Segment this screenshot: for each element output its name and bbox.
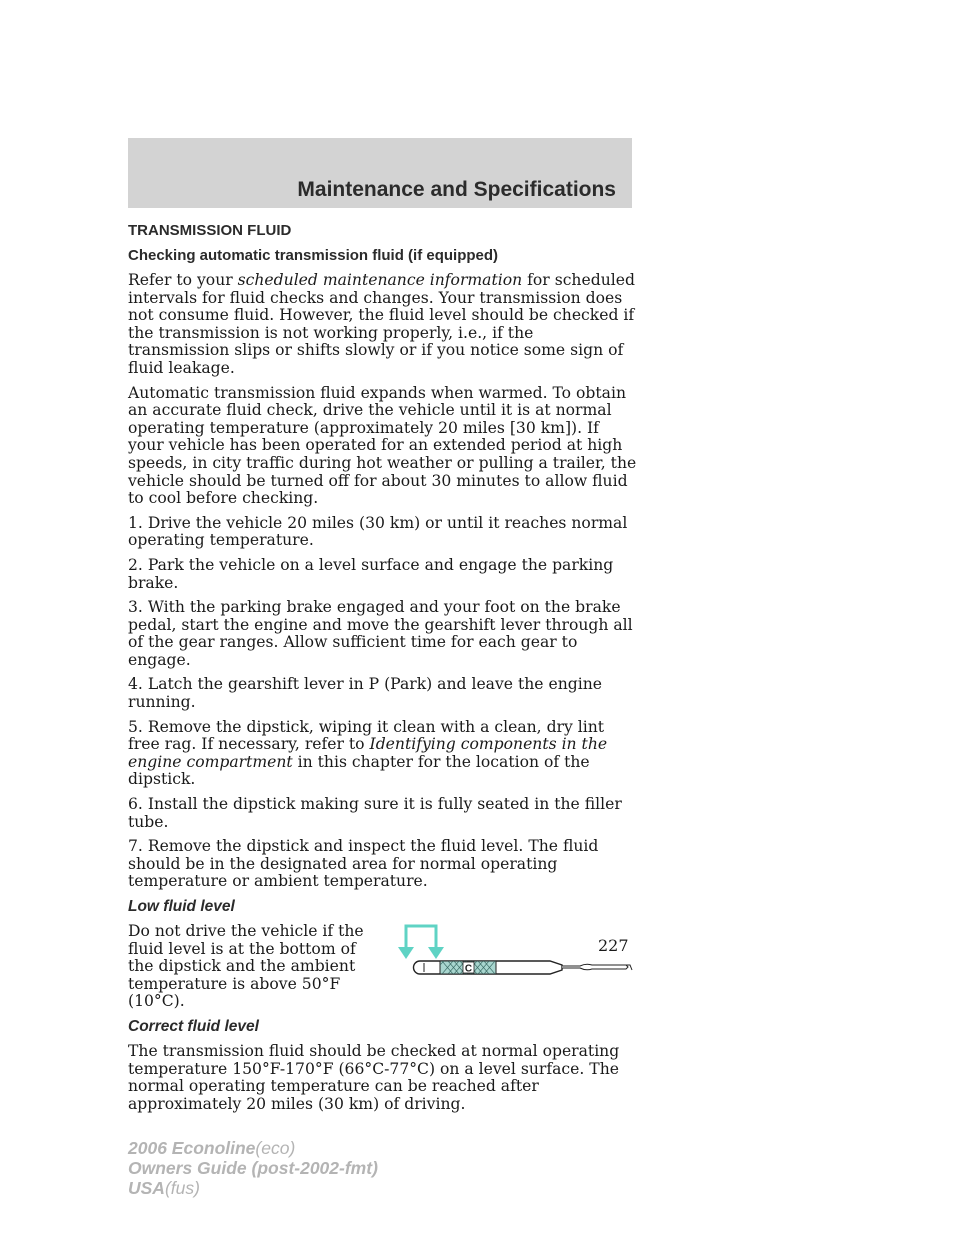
footer-line-2: Owners Guide (post-2002-fmt) [128,1158,378,1178]
footer-market-code: (fus) [164,1178,200,1198]
arrow-left-icon [398,947,414,959]
arrow-right-icon [428,947,444,959]
step-4: 4. Latch the gearshift lever in P (Park) and leave the engine running. [128,675,602,712]
paragraph-refer [128,272,638,378]
footer-market: USA [128,1178,165,1198]
dipstick-diagram [390,921,638,991]
paragraph-refer-post: for scheduled intervals for fluid checks and changes. Your transmission does not consume fluid. However, the fluid level should be checked if the transmission is not working properly, i.e., if the transmission slips or shifts slowly or if you notice some sign of fluid leakage. [128,271,635,377]
footer-line-3 [128,1178,378,1198]
footer [128,1138,378,1198]
subheading-checking-fluid: Checking automatic transmission fluid (if equipped) [128,247,499,264]
reference-scheduled-maintenance: scheduled maintenance information [237,271,523,289]
reference-identifying-components: Identifying components in the engine compartment [128,735,608,771]
heading-transmission-fluid: TRANSMISSION FLUID [128,222,292,239]
step-5 [128,719,638,789]
correct-fluid-text: The transmission fluid should be checked at normal operating temperature 150°F-170°F (66°C-77°C) on a level surface. The normal operating temperature can be reached after approximately 20 miles (30 km) of driving. [128,1041,620,1113]
step-1: 1. Drive the vehicle 20 miles (30 km) or until it reaches normal operating temperature. [128,513,628,550]
paragraph-fluid-expands: Automatic transmission fluid expands when warmed. To obtain an accurate fluid check, drive the vehicle until it is at normal operating temperature (approximately 20 miles [30 km]). If your vehicle has been operated for an extended period at high speeds, in city traffic during hot weather or pulling a trailer, the vehicle should be turned off for about 30 minutes to allow fluid to cool before checking. [128,383,637,508]
footer-model: 2006 Econoline [128,1138,256,1158]
step-2: 2. Park the vehicle on a level surface and engage the parking brake. [128,555,614,592]
low-fluid-section [128,923,638,1018]
section-title: Maintenance and Specifications [297,178,616,201]
step-5-pre: 5. Remove the dipstick, wiping it clean with a clean, dry lint free rag. If necessary, refer to [128,717,605,754]
heading-correct-fluid-level: Correct fluid level [128,1017,259,1035]
footer-line-1 [128,1138,378,1158]
low-fluid-text: Do not drive the vehicle if the fluid level is at the bottom of the dipstick and the ambient temperature is above 50°F (10°C). [128,922,364,1011]
step-7: 7. Remove the dipstick and inspect the fluid level. The fluid should be in the designated area for normal operating temperature or ambient temperature. [128,837,599,891]
step-5-post: in this chapter for the location of the dipstick. [128,752,590,789]
arrow-bracket-line [406,926,436,947]
paragraph-refer-pre: Refer to your [128,271,238,289]
step-6: 6. Install the dipstick making sure it is fully seated in the filler tube. [128,795,622,831]
section-header-band [128,138,632,208]
marker-label: C [464,963,473,975]
page-content [128,222,638,1120]
page-number: 227 [598,936,629,955]
dipstick-rod [562,964,628,970]
step-3: 3. With the parking brake engaged and your foot on the brake pedal, start the engine and move the gearshift lever through all of the gear ranges. Allow sufficient time for each gear to engage. [128,598,633,669]
footer-model-code: (eco) [255,1138,296,1158]
heading-low-fluid-level: Low fluid level [128,898,235,915]
